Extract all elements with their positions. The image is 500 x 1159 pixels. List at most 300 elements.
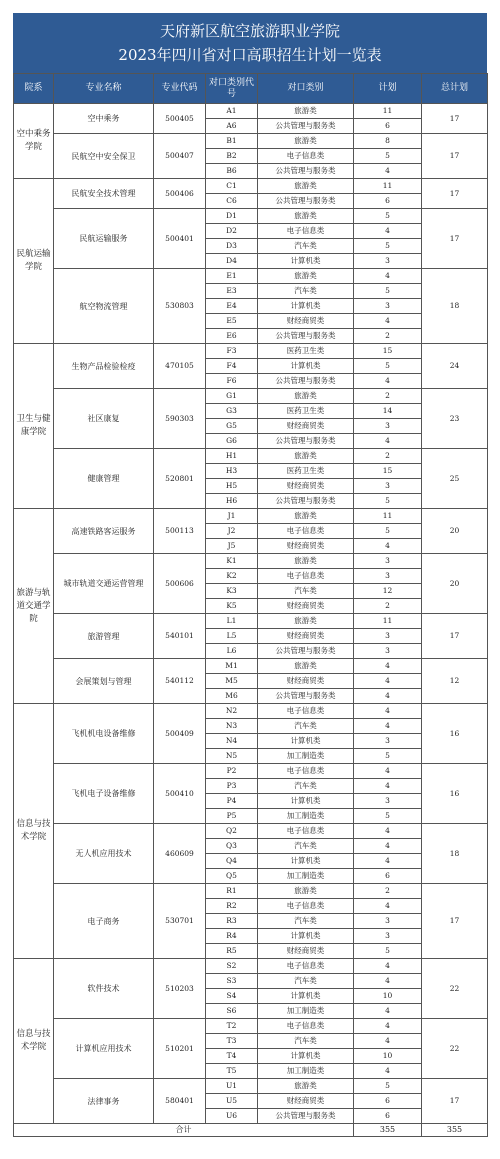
dkou-type-cell: 医药卫生类: [258, 344, 354, 359]
dkou-code-cell: S2: [206, 959, 258, 974]
table-row: [14, 1019, 488, 1034]
major-total-cell: 23: [422, 389, 488, 449]
table-row: [14, 179, 488, 194]
plan-cell: 4: [354, 959, 422, 974]
major-code-cell: 500406: [154, 179, 206, 209]
major-code-cell: 470105: [154, 344, 206, 389]
dkou-type-cell: 公共管理与服务类: [258, 164, 354, 179]
summary-label: 合计: [14, 1124, 354, 1137]
plan-cell: 4: [354, 689, 422, 704]
plan-cell: 2: [354, 449, 422, 464]
dkou-type-cell: 旅游类: [258, 554, 354, 569]
dkou-code-cell: E3: [206, 284, 258, 299]
dkou-code-cell: B2: [206, 149, 258, 164]
dkou-type-cell: 计算机类: [258, 854, 354, 869]
dkou-code-cell: E4: [206, 299, 258, 314]
dkou-code-cell: N2: [206, 704, 258, 719]
dkou-type-cell: 电子信息类: [258, 899, 354, 914]
header-major-name: 专业名称: [54, 74, 154, 104]
plan-cell: 4: [354, 539, 422, 554]
major-code-cell: 530701: [154, 884, 206, 959]
plan-cell: 4: [354, 899, 422, 914]
dkou-code-cell: F6: [206, 374, 258, 389]
table-row: [14, 1079, 488, 1094]
major-code-cell: 500401: [154, 209, 206, 269]
major-code-cell: 530803: [154, 269, 206, 344]
major-name-cell: 空中乘务: [54, 104, 154, 134]
dkou-type-cell: 汽车类: [258, 974, 354, 989]
plan-cell: 14: [354, 404, 422, 419]
plan-cell: 4: [354, 224, 422, 239]
dkou-code-cell: E1: [206, 269, 258, 284]
dkou-type-cell: 旅游类: [258, 1079, 354, 1094]
dkou-type-cell: 电子信息类: [258, 824, 354, 839]
major-name-cell: 旅游管理: [54, 614, 154, 659]
plan-cell: 3: [354, 794, 422, 809]
major-code-cell: 500113: [154, 509, 206, 554]
dkou-code-cell: J1: [206, 509, 258, 524]
plan-cell: 4: [354, 674, 422, 689]
dkou-type-cell: 旅游类: [258, 104, 354, 119]
dkou-type-cell: 医药卫生类: [258, 404, 354, 419]
plan-cell: 2: [354, 599, 422, 614]
dkou-type-cell: 财经商贸类: [258, 314, 354, 329]
plan-cell: 3: [354, 914, 422, 929]
dkou-code-cell: K5: [206, 599, 258, 614]
dkou-code-cell: D4: [206, 254, 258, 269]
plan-cell: 8: [354, 134, 422, 149]
plan-cell: 5: [354, 149, 422, 164]
table-row: [14, 554, 488, 569]
dkou-type-cell: 汽车类: [258, 284, 354, 299]
college-cell: 信息与技术学院: [14, 704, 54, 959]
summary-grand-total: 355: [422, 1124, 488, 1137]
plan-cell: 5: [354, 239, 422, 254]
major-name-cell: 飞机机电设备维修: [54, 704, 154, 764]
dkou-code-cell: C1: [206, 179, 258, 194]
dkou-type-cell: 电子信息类: [258, 149, 354, 164]
plan-cell: 5: [354, 359, 422, 374]
college-cell: 旅游与轨道交通学院: [14, 509, 54, 704]
document-subtitle: 2023年四川省对口高职招生计划一览表: [118, 46, 382, 64]
table-row: [14, 104, 488, 119]
college-cell: 空中乘务学院: [14, 104, 54, 179]
major-total-cell: 16: [422, 764, 488, 824]
table-row: [14, 659, 488, 674]
dkou-code-cell: R3: [206, 914, 258, 929]
document-title: 天府新区航空旅游职业学院: [159, 22, 340, 40]
dkou-code-cell: G5: [206, 419, 258, 434]
major-code-cell: 500407: [154, 134, 206, 179]
dkou-type-cell: 公共管理与服务类: [258, 494, 354, 509]
dkou-type-cell: 汽车类: [258, 779, 354, 794]
dkou-code-cell: M1: [206, 659, 258, 674]
major-name-cell: 民航空中安全保卫: [54, 134, 154, 179]
dkou-type-cell: 汽车类: [258, 719, 354, 734]
dkou-type-cell: 汽车类: [258, 1034, 354, 1049]
major-total-cell: 17: [422, 1079, 488, 1124]
dkou-type-cell: 旅游类: [258, 659, 354, 674]
dkou-type-cell: 旅游类: [258, 449, 354, 464]
plan-cell: 3: [354, 299, 422, 314]
plan-cell: 4: [354, 839, 422, 854]
table-row: [14, 764, 488, 779]
dkou-type-cell: 电子信息类: [258, 224, 354, 239]
dkou-code-cell: P2: [206, 764, 258, 779]
college-cell: 信息与技术学院: [14, 959, 54, 1124]
dkou-type-cell: 计算机类: [258, 989, 354, 1004]
dkou-code-cell: P5: [206, 809, 258, 824]
major-total-cell: 17: [422, 179, 488, 209]
table-row: [14, 959, 488, 974]
dkou-code-cell: L1: [206, 614, 258, 629]
dkou-code-cell: J2: [206, 524, 258, 539]
dkou-type-cell: 电子信息类: [258, 1019, 354, 1034]
plan-cell: 3: [354, 734, 422, 749]
dkou-code-cell: L6: [206, 644, 258, 659]
dkou-code-cell: S3: [206, 974, 258, 989]
dkou-code-cell: H1: [206, 449, 258, 464]
major-code-cell: 500410: [154, 764, 206, 824]
dkou-code-cell: K1: [206, 554, 258, 569]
major-name-cell: 法律事务: [54, 1079, 154, 1124]
dkou-type-cell: 财经商贸类: [258, 479, 354, 494]
dkou-code-cell: D2: [206, 224, 258, 239]
table-row: [14, 209, 488, 224]
plan-cell: 4: [354, 779, 422, 794]
header-major-code: 专业代码: [154, 74, 206, 104]
major-total-cell: 22: [422, 1019, 488, 1079]
plan-cell: 6: [354, 1109, 422, 1124]
dkou-code-cell: T2: [206, 1019, 258, 1034]
header-dkou-code: 对口类别代号: [206, 74, 258, 104]
major-code-cell: 500409: [154, 704, 206, 764]
major-name-cell: 城市轨道交通运营管理: [54, 554, 154, 614]
plan-cell: 3: [354, 569, 422, 584]
major-name-cell: 会展策划与管理: [54, 659, 154, 704]
plan-cell: 5: [354, 809, 422, 824]
dkou-type-cell: 公共管理与服务类: [258, 194, 354, 209]
dkou-type-cell: 加工制造类: [258, 749, 354, 764]
dkou-type-cell: 旅游类: [258, 269, 354, 284]
major-total-cell: 24: [422, 344, 488, 389]
plan-cell: 3: [354, 929, 422, 944]
plan-cell: 12: [354, 584, 422, 599]
major-total-cell: 18: [422, 824, 488, 884]
table-row: [14, 269, 488, 284]
dkou-type-cell: 公共管理与服务类: [258, 689, 354, 704]
major-code-cell: 540112: [154, 659, 206, 704]
dkou-code-cell: U6: [206, 1109, 258, 1124]
major-name-cell: 社区康复: [54, 389, 154, 449]
dkou-code-cell: G3: [206, 404, 258, 419]
dkou-type-cell: 公共管理与服务类: [258, 644, 354, 659]
plan-cell: 11: [354, 179, 422, 194]
plan-cell: 5: [354, 494, 422, 509]
major-name-cell: 健康管理: [54, 449, 154, 509]
plan-cell: 5: [354, 944, 422, 959]
dkou-code-cell: Q2: [206, 824, 258, 839]
major-code-cell: 580401: [154, 1079, 206, 1124]
dkou-code-cell: G1: [206, 389, 258, 404]
dkou-code-cell: F4: [206, 359, 258, 374]
dkou-type-cell: 旅游类: [258, 614, 354, 629]
dkou-type-cell: 计算机类: [258, 734, 354, 749]
plan-cell: 11: [354, 104, 422, 119]
dkou-code-cell: R4: [206, 929, 258, 944]
dkou-type-cell: 公共管理与服务类: [258, 1109, 354, 1124]
header-dkou-type: 对口类别: [258, 74, 354, 104]
dkou-code-cell: G6: [206, 434, 258, 449]
header-plan: 计划: [354, 74, 422, 104]
dkou-type-cell: 医药卫生类: [258, 464, 354, 479]
dkou-code-cell: K3: [206, 584, 258, 599]
dkou-code-cell: H6: [206, 494, 258, 509]
table-row: [14, 509, 488, 524]
dkou-type-cell: 公共管理与服务类: [258, 119, 354, 134]
table-row: [14, 134, 488, 149]
major-total-cell: 17: [422, 104, 488, 134]
major-code-cell: 590303: [154, 389, 206, 449]
table-row: [14, 344, 488, 359]
dkou-code-cell: N3: [206, 719, 258, 734]
dkou-type-cell: 加工制造类: [258, 1004, 354, 1019]
plan-cell: 3: [354, 419, 422, 434]
plan-cell: 5: [354, 1079, 422, 1094]
dkou-code-cell: H3: [206, 464, 258, 479]
dkou-type-cell: 计算机类: [258, 299, 354, 314]
plan-cell: 2: [354, 329, 422, 344]
dkou-code-cell: T4: [206, 1049, 258, 1064]
dkou-code-cell: P4: [206, 794, 258, 809]
table-body: [14, 104, 488, 1137]
plan-cell: 3: [354, 554, 422, 569]
plan-cell: 4: [354, 764, 422, 779]
table-row: [14, 614, 488, 629]
dkou-code-cell: S4: [206, 989, 258, 1004]
dkou-code-cell: P3: [206, 779, 258, 794]
summary-row: [14, 1124, 488, 1137]
dkou-type-cell: 汽车类: [258, 839, 354, 854]
dkou-code-cell: N4: [206, 734, 258, 749]
dkou-type-cell: 计算机类: [258, 254, 354, 269]
major-total-cell: 25: [422, 449, 488, 509]
plan-cell: 4: [354, 1034, 422, 1049]
dkou-type-cell: 电子信息类: [258, 959, 354, 974]
dkou-code-cell: R2: [206, 899, 258, 914]
dkou-type-cell: 计算机类: [258, 929, 354, 944]
dkou-type-cell: 旅游类: [258, 389, 354, 404]
dkou-type-cell: 计算机类: [258, 794, 354, 809]
dkou-type-cell: 加工制造类: [258, 809, 354, 824]
dkou-type-cell: 电子信息类: [258, 764, 354, 779]
dkou-code-cell: A6: [206, 119, 258, 134]
dkou-type-cell: 旅游类: [258, 134, 354, 149]
plan-cell: 11: [354, 614, 422, 629]
plan-cell: 5: [354, 524, 422, 539]
major-code-cell: 540101: [154, 614, 206, 659]
plan-cell: 10: [354, 989, 422, 1004]
major-total-cell: 17: [422, 614, 488, 659]
dkou-type-cell: 旅游类: [258, 884, 354, 899]
dkou-code-cell: F3: [206, 344, 258, 359]
plan-cell: 6: [354, 119, 422, 134]
major-code-cell: 500606: [154, 554, 206, 614]
header-total: 总计划: [422, 74, 488, 104]
summary-plan-total: 355: [354, 1124, 422, 1137]
dkou-code-cell: R5: [206, 944, 258, 959]
plan-cell: 3: [354, 254, 422, 269]
major-total-cell: 16: [422, 704, 488, 764]
title-banner: [13, 13, 487, 73]
table-row: [14, 704, 488, 719]
dkou-code-cell: B1: [206, 134, 258, 149]
table-row: [14, 389, 488, 404]
plan-cell: 5: [354, 749, 422, 764]
major-code-cell: 510201: [154, 1019, 206, 1079]
plan-cell: 4: [354, 719, 422, 734]
dkou-code-cell: Q5: [206, 869, 258, 884]
plan-cell: 3: [354, 629, 422, 644]
college-cell: 卫生与健康学院: [14, 344, 54, 509]
dkou-code-cell: Q4: [206, 854, 258, 869]
dkou-type-cell: 财经商贸类: [258, 599, 354, 614]
dkou-code-cell: H5: [206, 479, 258, 494]
dkou-type-cell: 旅游类: [258, 209, 354, 224]
major-name-cell: 民航运输服务: [54, 209, 154, 269]
plan-cell: 4: [354, 659, 422, 674]
plan-cell: 6: [354, 1094, 422, 1109]
major-total-cell: 20: [422, 509, 488, 554]
table-row: [14, 824, 488, 839]
major-code-cell: 500405: [154, 104, 206, 134]
plan-cell: 6: [354, 869, 422, 884]
dkou-code-cell: U5: [206, 1094, 258, 1109]
header-college: 院系: [14, 74, 54, 104]
college-cell: 民航运输学院: [14, 179, 54, 344]
dkou-code-cell: M6: [206, 689, 258, 704]
dkou-type-cell: 计算机类: [258, 1049, 354, 1064]
plan-cell: 3: [354, 479, 422, 494]
dkou-code-cell: L5: [206, 629, 258, 644]
major-total-cell: 17: [422, 884, 488, 959]
major-code-cell: 520801: [154, 449, 206, 509]
dkou-code-cell: A1: [206, 104, 258, 119]
dkou-code-cell: J5: [206, 539, 258, 554]
table-row: [14, 449, 488, 464]
plan-cell: 4: [354, 434, 422, 449]
dkou-code-cell: M5: [206, 674, 258, 689]
plan-cell: 4: [354, 164, 422, 179]
dkou-type-cell: 公共管理与服务类: [258, 374, 354, 389]
major-name-cell: 计算机应用技术: [54, 1019, 154, 1079]
dkou-code-cell: T5: [206, 1064, 258, 1079]
plan-cell: 4: [354, 854, 422, 869]
major-total-cell: 17: [422, 134, 488, 179]
plan-cell: 4: [354, 704, 422, 719]
plan-cell: 4: [354, 1004, 422, 1019]
plan-cell: 3: [354, 644, 422, 659]
major-name-cell: 航空物流管理: [54, 269, 154, 344]
dkou-type-cell: 汽车类: [258, 239, 354, 254]
major-name-cell: 飞机电子设备维修: [54, 764, 154, 824]
dkou-type-cell: 汽车类: [258, 914, 354, 929]
dkou-code-cell: E5: [206, 314, 258, 329]
dkou-type-cell: 财经商贸类: [258, 674, 354, 689]
dkou-type-cell: 电子信息类: [258, 704, 354, 719]
dkou-type-cell: 公共管理与服务类: [258, 329, 354, 344]
dkou-code-cell: B6: [206, 164, 258, 179]
major-name-cell: 软件技术: [54, 959, 154, 1019]
major-name-cell: 民航安全技术管理: [54, 179, 154, 209]
dkou-code-cell: T3: [206, 1034, 258, 1049]
dkou-type-cell: 加工制造类: [258, 1064, 354, 1079]
plan-cell: 4: [354, 269, 422, 284]
dkou-type-cell: 财经商贸类: [258, 629, 354, 644]
dkou-code-cell: S6: [206, 1004, 258, 1019]
dkou-code-cell: C6: [206, 194, 258, 209]
dkou-code-cell: Q3: [206, 839, 258, 854]
plan-cell: 15: [354, 344, 422, 359]
dkou-type-cell: 电子信息类: [258, 569, 354, 584]
plan-cell: 4: [354, 1019, 422, 1034]
enrollment-plan-table: [13, 73, 488, 1137]
major-name-cell: 无人机应用技术: [54, 824, 154, 884]
plan-cell: 6: [354, 194, 422, 209]
dkou-type-cell: 财经商贸类: [258, 539, 354, 554]
dkou-type-cell: 旅游类: [258, 179, 354, 194]
plan-cell: 4: [354, 974, 422, 989]
major-total-cell: 18: [422, 269, 488, 344]
dkou-type-cell: 旅游类: [258, 509, 354, 524]
major-code-cell: 460609: [154, 824, 206, 884]
plan-cell: 2: [354, 884, 422, 899]
plan-cell: 2: [354, 389, 422, 404]
dkou-type-cell: 计算机类: [258, 359, 354, 374]
dkou-type-cell: 电子信息类: [258, 524, 354, 539]
major-total-cell: 20: [422, 554, 488, 614]
major-name-cell: 高速铁路客运服务: [54, 509, 154, 554]
major-total-cell: 17: [422, 209, 488, 269]
plan-cell: 4: [354, 314, 422, 329]
dkou-type-cell: 汽车类: [258, 584, 354, 599]
major-total-cell: 22: [422, 959, 488, 1019]
dkou-code-cell: K2: [206, 569, 258, 584]
plan-cell: 5: [354, 209, 422, 224]
plan-cell: 4: [354, 824, 422, 839]
plan-cell: 10: [354, 1049, 422, 1064]
dkou-code-cell: U1: [206, 1079, 258, 1094]
plan-cell: 15: [354, 464, 422, 479]
dkou-type-cell: 财经商贸类: [258, 1094, 354, 1109]
plan-cell: 5: [354, 284, 422, 299]
plan-cell: 4: [354, 374, 422, 389]
plan-cell: 11: [354, 509, 422, 524]
dkou-type-cell: 公共管理与服务类: [258, 434, 354, 449]
dkou-code-cell: E6: [206, 329, 258, 344]
major-name-cell: 电子商务: [54, 884, 154, 959]
table-row: [14, 884, 488, 899]
table-header: [14, 74, 488, 104]
major-total-cell: 12: [422, 659, 488, 704]
major-name-cell: 生物产品检验检疫: [54, 344, 154, 389]
dkou-code-cell: D3: [206, 239, 258, 254]
dkou-code-cell: N5: [206, 749, 258, 764]
dkou-type-cell: 财经商贸类: [258, 944, 354, 959]
dkou-code-cell: D1: [206, 209, 258, 224]
dkou-type-cell: 财经商贸类: [258, 419, 354, 434]
dkou-type-cell: 加工制造类: [258, 869, 354, 884]
